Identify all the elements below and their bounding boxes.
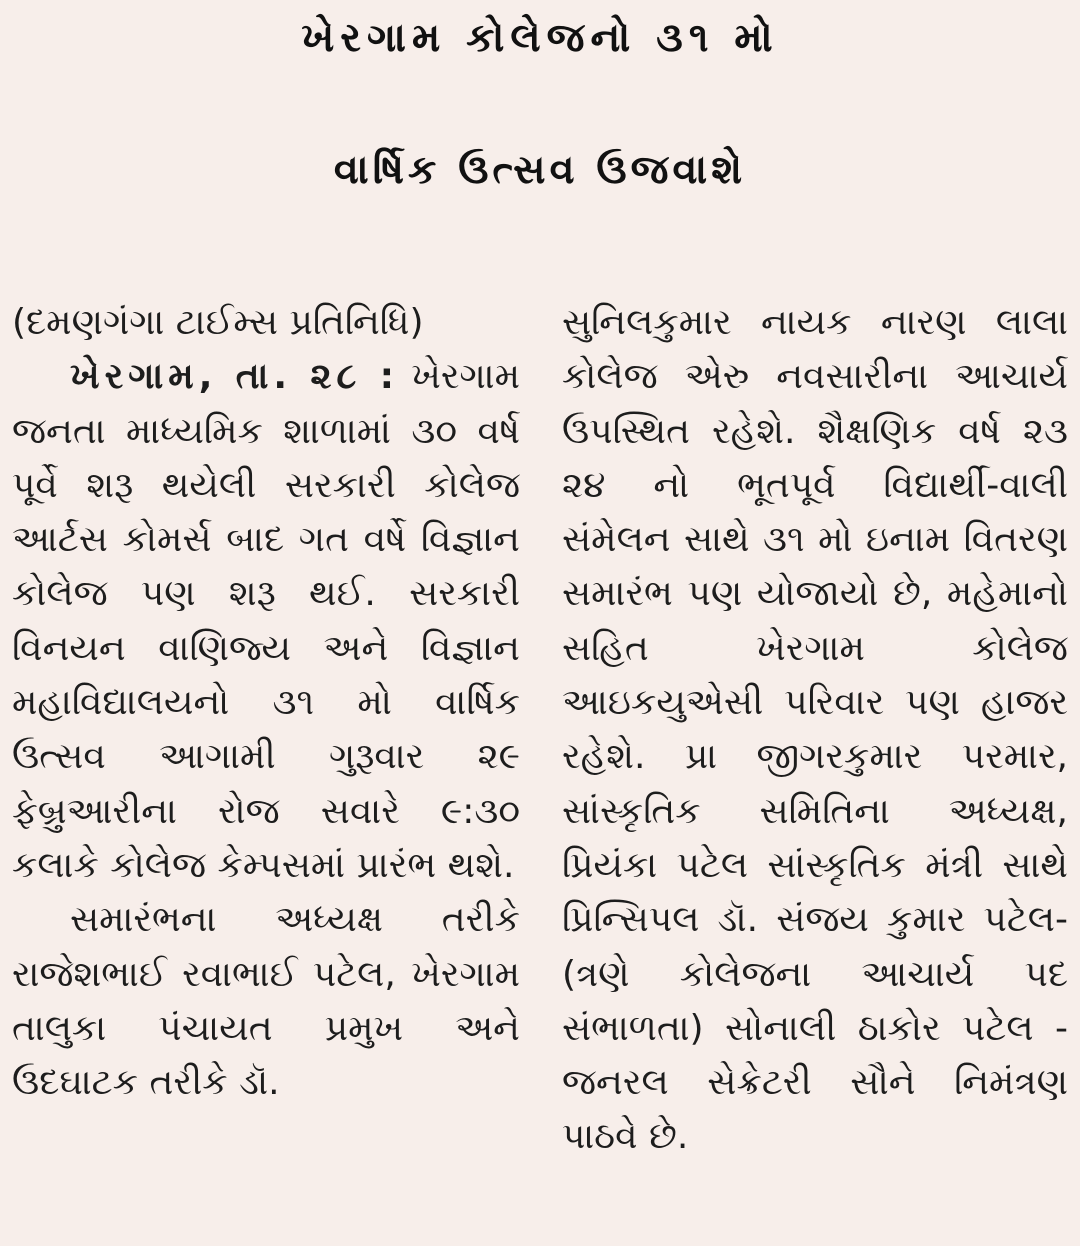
paragraph-1 bbox=[12, 350, 520, 893]
article-column-left bbox=[12, 296, 520, 1226]
article-column-right bbox=[562, 296, 1068, 1226]
headline-line-2: વાર્ષિક ઉત્સવ ઉજવાશે bbox=[333, 147, 747, 193]
paragraph-2-text: સમારંભના અધ્યક્ષ તરીકે રાજેશભાઈ રવાભાઈ પટેલ, ખેરગામ તાલુકા પંચાયત પ્રમુખ અને ઉદઘાટક તરીકે ડૉ. bbox=[12, 899, 520, 1104]
byline: (દમણગંગા ટાઈમ્સ પ્રતિનિધિ) bbox=[12, 302, 424, 343]
dateline: ખેરગામ, તા. ૨૮ : bbox=[70, 356, 400, 398]
paragraph-1-text: ખેરગામ જનતા માધ્યમિક શાળામાં ૩૦ વર્ષ પૂર્વે શરૂ થયેલી સરકારી કોલેજ આર્ટસ કોમર્સ બાદ ગત વર્ષે વિજ્ઞાન કોલેજ પણ શરૂ થઈ. સરકારી વિનયન વાણિજ્ય અને વિજ્ઞાન મહાવિદ્યાલયનો ૩૧ મો વાર્ષિક ઉત્સવ આગામી ગુરૂવાર ૨૯ ફેબ્રુઆરીના રોજ સવારે ૯:૩૦ કલાકે કોલેજ કેમ્પસમાં પ્રારંભ થશે. bbox=[12, 356, 520, 886]
paragraph-2 bbox=[12, 893, 520, 1110]
headline-line-1: ખેરગામ કોલેજનો ૩૧ મો bbox=[301, 15, 779, 61]
paragraph-3: સુનિલકુમાર નાયક નારણ લાલા કોલેજ એરુ નવસારીના આચાર્ય ઉપસ્થિત રહેશે. શૈક્ષણિક વર્ષ ૨૩ ૨૪ નો ભૂતપૂર્વ વિદ્યાર્થી-વાલી સંમેલન સાથે ૩૧ મો ઇનામ વિતરણ સમારંભ પણ યોજાયો છે, મહેમાનો સહિત ખેરગામ કોલેજ આઇકયુએસી પરિવાર પણ હાજર રહેશે. પ્રા જીગરકુમાર પરમાર, સાંસ્કૃતિક સમિતિના અધ્યક્ષ, પ્રિયંકા પટેલ સાંસ્કૃતિક મંત્રી સાથે પ્રિન્સિપલ ડૉ. સંજય કુમાર પટેલ- (ત્રણે કોલેજના આચાર્ય પદ સંભાળતા) સોનાલી ઠાકોર પટેલ - જનરલ સેક્રેટરી સૌને નિમંત્રણ પાઠવે છે. bbox=[562, 302, 1068, 1158]
